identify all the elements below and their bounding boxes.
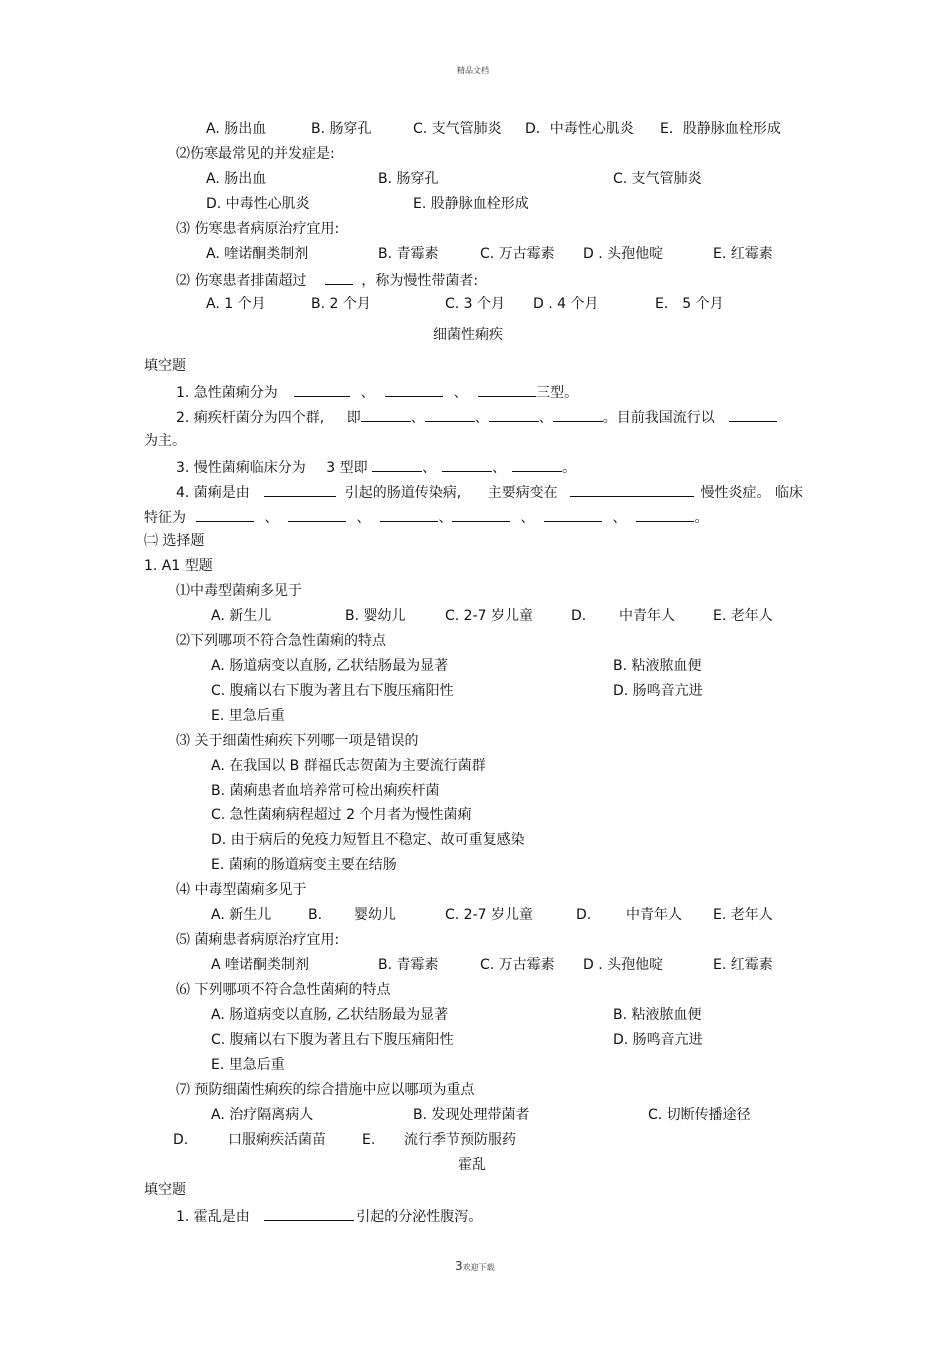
separator: 、 [538,410,553,426]
separator: 、 [422,460,437,476]
option-a: A. 新生儿 [211,907,272,923]
question-text-mid: 3 型即 [326,460,368,476]
option-e-text: 流行季节预防服药 [404,1132,516,1148]
fill-question-1 [176,382,578,402]
question-tail: 三型。 [536,385,579,401]
option-d: D. 由于病后的免疫力短暂且不稳定、故可重复感染 [211,832,525,848]
question-text: 3. 慢性菌痢临床分为 [176,460,306,476]
option-d-text: 口服痢疾活菌苗 [228,1132,326,1148]
question-stem: ⑵下列哪项不符合急性菌痢的特点 [176,633,386,649]
option-b: B. 菌痢患者血培养常可检出痢疾杆菌 [211,783,440,799]
answer-blank[interactable] [264,1206,354,1221]
option-b: B. 发现处理带菌者 [413,1107,530,1123]
answer-blank[interactable] [452,507,510,522]
question-stem: ⑶ 伤寒患者病原治疗宜用: [176,221,340,237]
option-e: E. 股静脉血栓形成 [413,196,529,212]
option-e: E. 老年人 [713,608,773,624]
separator: 、 [360,385,375,401]
option-b: B. 婴幼儿 [345,608,406,624]
answer-blank[interactable] [385,382,443,397]
answer-blank[interactable] [636,507,694,522]
option-d-text: 中青年人 [619,608,675,624]
question-stem: ⑶ 关于细菌性痢疾下列哪一项是错误的 [176,733,419,749]
option-c: C. 万古霉素 [480,957,555,973]
question-text: 2. 痢疾杆菌分为四个群, [176,410,325,426]
question-tail: 。 [694,510,709,526]
question-text: 1. 急性菌痢分为 [176,385,278,401]
answer-blank[interactable] [288,507,346,522]
answer-blank[interactable] [570,482,694,497]
option-d: D . 头孢他啶 [583,957,664,973]
option-d: D．中毒性心肌炎 [525,121,634,137]
option-d: D. 肠鸣音亢进 [613,683,703,699]
option-c: C. 2-7 岁儿童 [445,608,533,624]
option-e: E. 老年人 [713,907,773,923]
fill-blank-heading-cholera: 填空题 [144,1182,186,1198]
separator: 、 [264,510,279,526]
option-e: E．股静脉血栓形成 [660,121,781,137]
option-a: A. 肠道病变以直肠, 乙状结肠最为显著 [211,1007,449,1023]
option-a: A. 喹诺酮类制剂 [206,246,309,262]
question-text-mid2: 主要病变在 [487,485,558,501]
question-stem: ⑺ 预防细菌性痢疾的综合措施中应以哪项为重点 [176,1082,475,1098]
separator: 、 [474,410,489,426]
page-header: 精品文档 [457,66,489,75]
option-c: C. 支气管肺炎 [613,171,702,187]
question-tail: 慢性炎症。 临床 [700,485,803,501]
answer-blank[interactable] [196,507,254,522]
page-number: 3 [455,1259,463,1273]
option-a: A. 新生儿 [211,608,272,624]
option-b-text: 婴幼儿 [354,907,396,923]
option-c: C. 2-7 岁儿童 [445,907,533,923]
answer-blank[interactable] [380,507,438,522]
answer-blank[interactable] [264,482,336,497]
option-c: C. 急性菌痢病程超过 2 个月者为慢性菌痢 [211,807,472,823]
question-text: 4. 菌痢是由 [176,485,250,501]
answer-blank[interactable] [553,407,603,422]
option-d: D. [173,1132,189,1148]
fill-blank-heading: 填空题 [144,358,186,374]
option-c: C. 支气管肺炎 [413,121,502,137]
option-a: A 喹诺酮类制剂 [211,957,310,973]
answer-blank[interactable] [361,407,411,422]
question-text: 特征为 [144,510,186,526]
cholera-fill-question-1 [176,1206,482,1226]
option-b: B. 青霉素 [378,957,439,973]
option-c: C. 腹痛以右下腹为著且右下腹压痛阳性 [211,683,454,699]
option-d: D. 肠鸣音亢进 [613,1032,703,1048]
fill-question-4 [176,482,803,502]
answer-blank[interactable] [729,407,777,422]
option-a: A. 1 个月 [206,296,266,312]
option-d: D. [576,907,592,923]
option-e: E. 红霉素 [713,957,773,973]
question-text-mid1: 引起的肠道传染病, [344,485,462,501]
option-e: E. 菌痢的肠道病变主要在结肠 [211,857,397,873]
option-e: E. [362,1132,376,1148]
option-b: B. [308,907,323,923]
option-b: B. 粘液脓血便 [613,658,702,674]
question-text: 1. 霍乱是由 [176,1209,250,1225]
option-b: B. 肠穿孔 [378,171,439,187]
question-text-ji: 即 [346,410,361,426]
question-stem: ⑸ 菌痢患者病原治疗宜用: [176,932,340,948]
separator: 、 [520,510,535,526]
option-e: E. 红霉素 [713,246,773,262]
page-footer [455,1261,495,1273]
option-a: A. 肠出血 [206,121,267,137]
answer-blank[interactable] [372,457,422,472]
option-e: E． 5 个月 [655,296,724,312]
answer-blank[interactable] [489,407,539,422]
fill-question-2 [176,407,777,427]
question-tail: 。目前我国流行以 [602,410,715,426]
answer-blank[interactable] [425,407,475,422]
separator: 、 [410,410,425,426]
option-c: C. 切断传播途径 [648,1107,751,1123]
option-d: D . 头孢他啶 [583,246,664,262]
footer-text: 欢迎下载 [462,1263,495,1272]
choice-heading: ㈡ 选择题 [144,533,205,549]
stem-text-end: ，称为慢性带菌者: [361,273,479,289]
question-tail: 。 [562,460,577,476]
answer-blank[interactable] [478,382,536,397]
option-a: A. 肠道病变以直肠, 乙状结肠最为显著 [211,658,449,674]
fill-question-4-cont [144,507,708,527]
stem-text: ⑵ 伤寒患者排菌超过 [176,273,307,289]
question-stem: ⑹ 下列哪项不符合急性菌痢的特点 [176,982,391,998]
answer-blank[interactable] [544,507,602,522]
separator: 、 [438,510,453,526]
fill-question-3 [176,457,576,477]
separator: 、 [492,460,507,476]
fill-question-2-cont: 为主。 [144,433,186,449]
question-stem: ⑵伤寒最常见的并发症是: [176,146,335,162]
option-d: D. [571,608,587,624]
answer-blank[interactable] [294,382,350,397]
option-c: C. 万古霉素 [480,246,555,262]
separator: 、 [453,385,468,401]
option-d: D. 中毒性心肌炎 [206,196,310,212]
option-c: C. 3 个月 [445,296,506,312]
option-b: B. 青霉素 [378,246,439,262]
separator: 、 [356,510,371,526]
option-a: A. 在我国以 B 群福氏志贺菌为主要流行菌群 [211,758,486,774]
a1-type-heading: 1. A1 型题 [144,558,213,574]
option-d: D . 4 个月 [533,296,599,312]
section-title-dysentery: 细菌性痢疾 [433,327,503,343]
separator: 、 [612,510,627,526]
option-d-text: 中青年人 [626,907,682,923]
option-e: E. 里急后重 [211,1057,285,1073]
option-b: B. 粘液脓血便 [613,1007,702,1023]
section-title-cholera: 霍乱 [458,1157,486,1173]
answer-blank[interactable] [325,270,353,285]
option-c: C. 腹痛以右下腹为著且右下腹压痛阳性 [211,1032,454,1048]
option-e: E. 里急后重 [211,708,285,724]
question-stem [176,270,478,290]
answer-blank[interactable] [512,457,562,472]
question-stem: ⑴中毒型菌痢多见于 [176,583,302,599]
option-b: B. 肠穿孔 [311,121,372,137]
option-b: B. 2 个月 [311,296,371,312]
option-a: A. 治疗隔离病人 [211,1107,314,1123]
question-tail: 引起的分泌性腹泻。 [356,1209,483,1225]
answer-blank[interactable] [442,457,492,472]
question-stem: ⑷ 中毒型菌痢多见于 [176,882,307,898]
option-a: A. 肠出血 [206,171,267,187]
